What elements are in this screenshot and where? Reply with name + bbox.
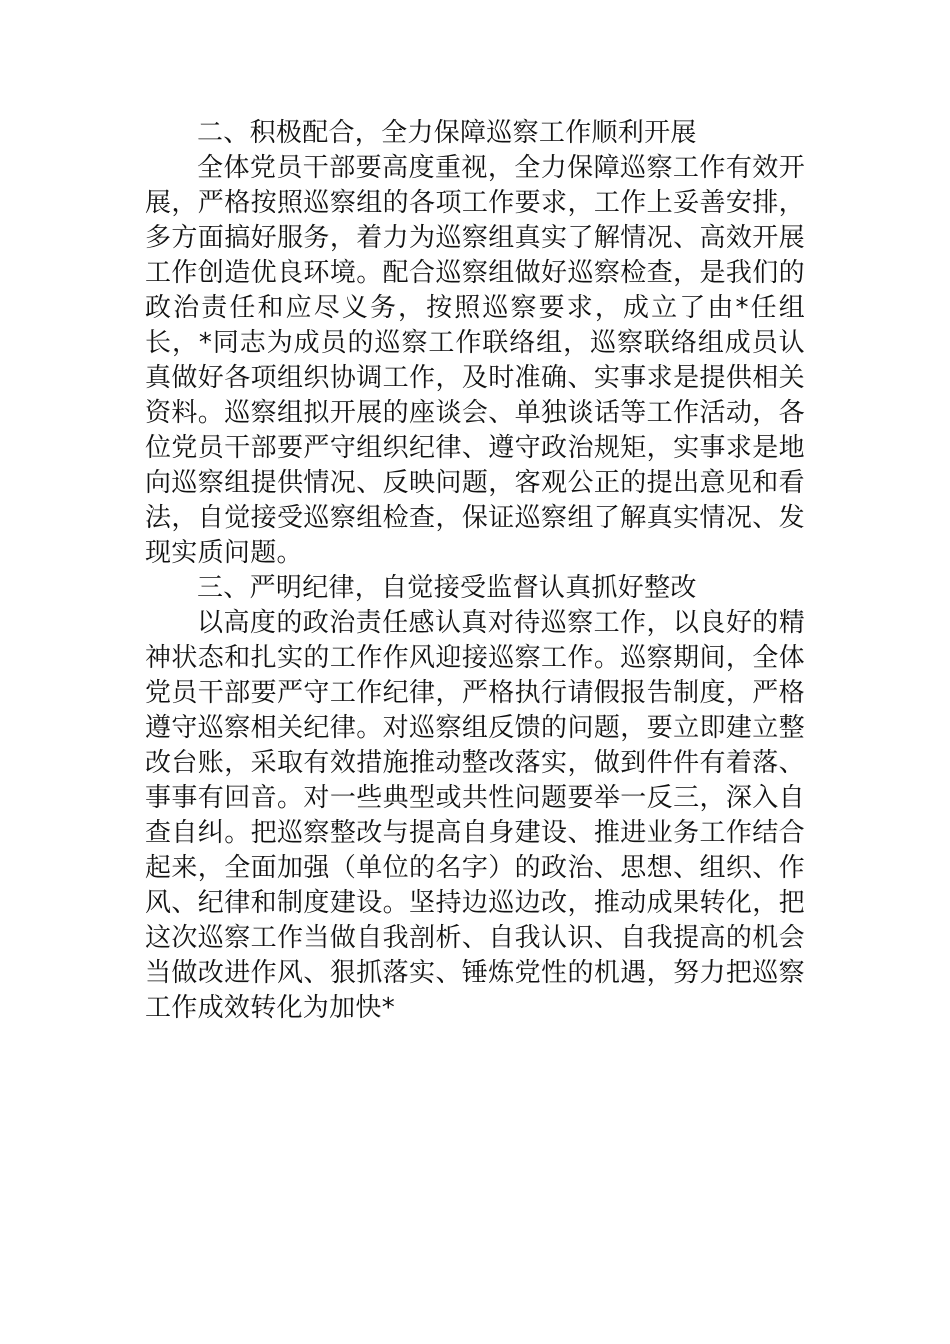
section-2-heading: 二、积极配合，全力保障巡察工作顺利开展 xyxy=(197,118,697,148)
section-3-paragraph: 以高度的政治责任感认真对待巡察工作，以良好的精神状态和扎实的工作作风迎接巡察工作。巡察期间，全体党员干部要严守工作纪律，严格执行请假报告制度，严格遵守巡察相关纪律。对巡察组反馈的问题，要立即建立整改台账，采取有效措施推动整改落实，做到件件有着落、事事有回音。对一些典型或共性问题要举一反三，深入自查自纠。把巡察整改与提高自身建设、推进业务工作结合起来，全面加强（单位的名字）的政治、思想、组织、作风、纪律和制度建设。坚持边巡边改，推动成果转化，把这次巡察工作当做自我剖析、自我认识、自我提高的机会当做改进作风、狠抓落实、锤炼党性的机遇，努力把巡察工作成效转化为加快* xyxy=(145,608,805,1023)
section-2-paragraph: 全体党员干部要高度重视，全力保障巡察工作有效开展，严格按照巡察组的各项工作要求，工作上妥善安排，多方面搞好服务，着力为巡察组真实了解情况、高效开展工作创造优良环境。配合巡察组做好巡察检查，是我们的政治责任和应尽义务，按照巡察要求，成立了由*任组长，*同志为成员的巡察工作联络组，巡察联络组成员认真做好各项组织协调工作，及时准确、实事求是提供相关资料。巡察组拟开展的座谈会、单独谈话等工作活动，各位党员干部要严守组织纪律、遵守政治规矩，实事求是地向巡察组提供情况、反映问题，客观公正的提出意见和看法，自觉接受巡察组检查，保证巡察组了解真实情况、发现实质问题。 xyxy=(145,153,805,568)
document-body xyxy=(145,116,805,1026)
section-3-heading: 三、严明纪律，自觉接受监督认真抓好整改 xyxy=(197,573,697,603)
